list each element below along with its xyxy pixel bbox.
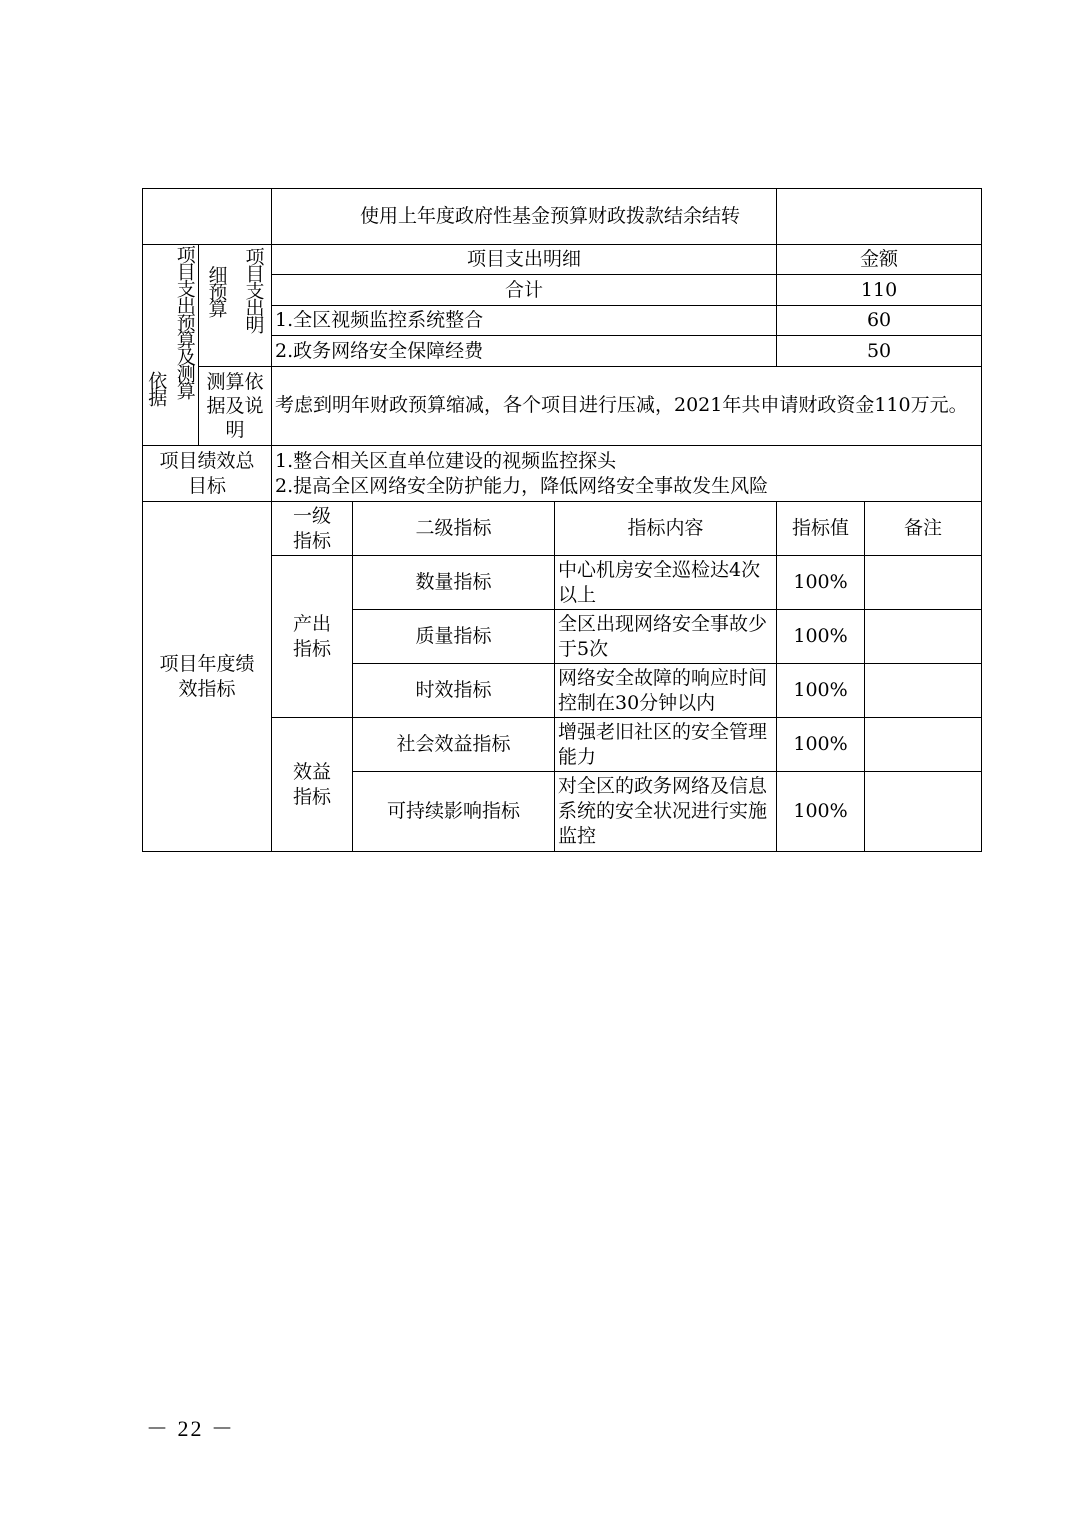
indicator-content: 对全区的政务网络及信息系统的安全状况进行实施监控 bbox=[555, 772, 777, 852]
indicator-header-row bbox=[143, 502, 982, 556]
total-amount: 110 bbox=[777, 275, 982, 305]
indicator-level2: 数量指标 bbox=[353, 556, 555, 610]
page-number: － 22 － bbox=[146, 1416, 236, 1441]
indicator-content: 中心机房安全巡检达4次以上 bbox=[555, 556, 777, 610]
indicator-content: 增强老旧社区的安全管理能力 bbox=[555, 718, 777, 772]
basis-outer-label-b: 依据 bbox=[145, 371, 168, 405]
indicator-value: 100% bbox=[777, 772, 865, 852]
basis-outer-label bbox=[143, 245, 199, 446]
indicator-note bbox=[865, 772, 982, 852]
header-level2: 二级指标 bbox=[353, 502, 555, 556]
group-output: 产出指标 bbox=[272, 556, 353, 718]
detail-budget-label-b: 细预算 bbox=[205, 265, 228, 317]
detail-header-amount: 金额 bbox=[777, 245, 982, 275]
calc-label: 测算依据及说明 bbox=[199, 366, 272, 445]
empty-cell bbox=[143, 189, 272, 245]
empty-cell bbox=[777, 189, 982, 245]
goal-label: 项目绩效总目标 bbox=[143, 446, 272, 502]
indicator-note bbox=[865, 610, 982, 664]
calc-row bbox=[143, 366, 982, 445]
detail-budget-label bbox=[199, 245, 272, 367]
indicator-note bbox=[865, 556, 982, 610]
indicator-level2: 质量指标 bbox=[353, 610, 555, 664]
basis-outer-label-a: 项目支出预算及测算 bbox=[173, 245, 196, 398]
detail-item-name: 2.政务网络安全保障经费 bbox=[272, 336, 777, 366]
goal-text bbox=[272, 446, 982, 502]
carryover-row bbox=[143, 189, 982, 245]
header-value: 指标值 bbox=[777, 502, 865, 556]
detail-header-row bbox=[143, 245, 982, 275]
total-label: 合计 bbox=[272, 275, 777, 305]
indicator-level2: 可持续影响指标 bbox=[353, 772, 555, 852]
detail-header-item: 项目支出明细 bbox=[272, 245, 777, 275]
goal-row bbox=[143, 446, 982, 502]
indicator-value: 100% bbox=[777, 610, 865, 664]
indicators-label: 项目年度绩效指标 bbox=[143, 502, 272, 852]
indicator-level2: 时效指标 bbox=[353, 664, 555, 718]
group-benefit: 效益指标 bbox=[272, 718, 353, 852]
detail-budget-label-a: 项目支出明 bbox=[242, 247, 265, 333]
header-content: 指标内容 bbox=[555, 502, 777, 556]
indicator-note bbox=[865, 664, 982, 718]
indicator-value: 100% bbox=[777, 718, 865, 772]
goal-line-1: 1.整合相关区直单位建设的视频监控探头 bbox=[275, 449, 617, 472]
detail-item-amount: 60 bbox=[777, 305, 982, 335]
indicator-content: 全区出现网络安全事故少于5次 bbox=[555, 610, 777, 664]
indicator-value: 100% bbox=[777, 664, 865, 718]
indicator-level2: 社会效益指标 bbox=[353, 718, 555, 772]
indicator-content: 网络安全故障的响应时间控制在30分钟以内 bbox=[555, 664, 777, 718]
budget-performance-table bbox=[142, 188, 982, 852]
indicator-value: 100% bbox=[777, 556, 865, 610]
carryover-text: 使用上年度政府性基金预算财政拨款结余结转 bbox=[272, 189, 777, 245]
header-level1: 一级指标 bbox=[272, 502, 353, 556]
detail-item-name: 1.全区视频监控系统整合 bbox=[272, 305, 777, 335]
detail-item-amount: 50 bbox=[777, 336, 982, 366]
calc-text: 考虑到明年财政预算缩减，各个项目进行压减，2021年共申请财政资金110万元。 bbox=[272, 366, 982, 445]
header-note: 备注 bbox=[865, 502, 982, 556]
goal-line-2: 2.提高全区网络安全防护能力，降低网络安全事故发生风险 bbox=[275, 474, 769, 497]
indicator-note bbox=[865, 718, 982, 772]
